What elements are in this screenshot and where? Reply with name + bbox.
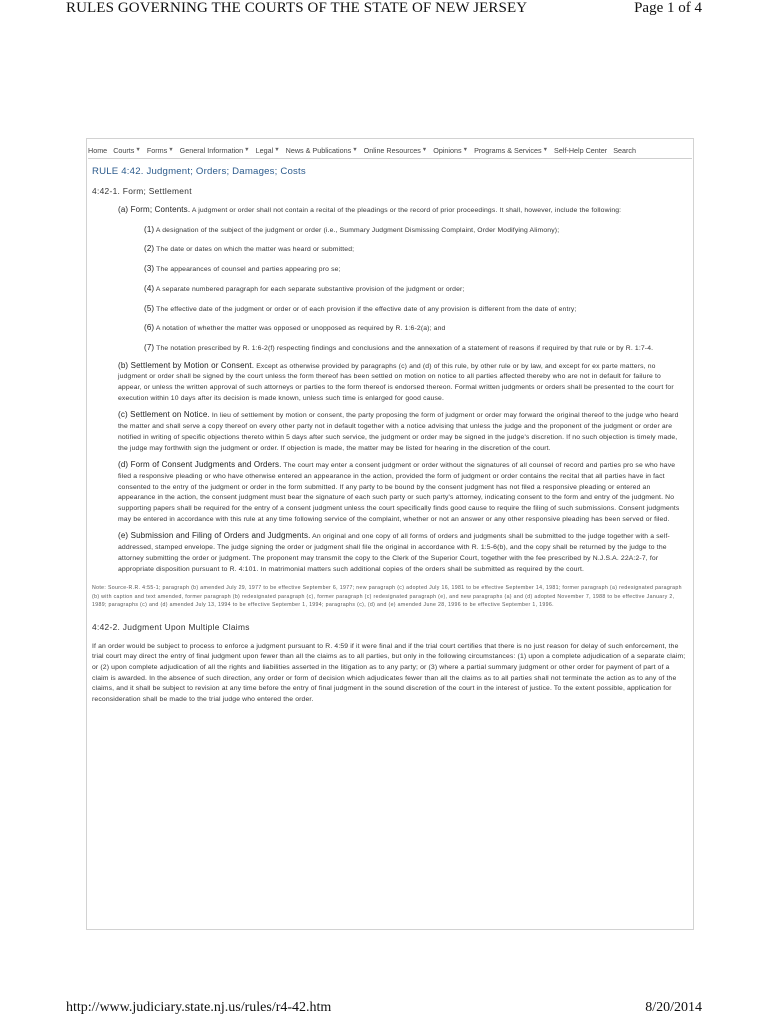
nav-label: Online Resources [363, 145, 421, 155]
page-number: Page 1 of 4 [634, 0, 702, 16]
section-title: 4:42-1. Form; Settlement [92, 186, 192, 196]
nav-label: Programs & Services [474, 145, 542, 155]
nav-label: Home [88, 145, 108, 155]
footer-date: 8/20/2014 [645, 1000, 702, 1015]
list-item-text: The date or dates on which the matter was heard or submitted; [156, 246, 355, 254]
list-item-text: The notation prescribed by R. 1:6-2(f) respecting findings and conclusions and the annexation of a statement of reasons if required by that rule or by R. 1:7-4. [156, 344, 654, 352]
nav-label: Opinions [433, 145, 462, 155]
print-header [0, 0, 768, 20]
paragraph-b-text: Except as otherwise provided by paragraphs (c) and (d) of this rule, by other rule or by law, and except for ex parte matters, no judgment or order shall be signed by the court unless the form thereof has been settled on motion on notice to all parties affected thereby who are not in default for failure to appear, or unless the written approval of such attorneys or parties to the form thereof is endorsed thereon. Formal written judgments or orders shall be presented to the court for execution within 10 days after its decision is made known, unless such time is enlarged for good cause. [118, 362, 674, 402]
nav-label: Forms [146, 145, 168, 155]
list-item-text: A designation of the subject of the judgment or order (i.e., Summary Judgment Dismissing Complaint, Order Modifying Alimony); [155, 226, 560, 234]
list-item-text: The appearances of counsel and parties appearing pro se; [156, 266, 341, 274]
caret-down-icon: ▼ [168, 147, 174, 153]
caret-down-icon: ▼ [135, 147, 141, 153]
paragraph-a-text: A judgment or order shall not contain a recital of the pleadings or the record of prior proceedings. It shall, however, include the following: [191, 207, 622, 214]
paragraph-d [118, 460, 686, 525]
section-title-2: 4:42-2. Judgment Upon Multiple Claims [92, 621, 250, 632]
section-2-text: If an order would be subject to process to enforce a judgment pursuant to R. 4:59 if it were final and if the trial court certifies that there is no just reason for delay of such enforcement, the trial court may direct the entry of final judgment upon fewer than all the claims as to all parties, but only in the following circumstances: (1) upon a complete adjudication of a separate claim; or (2) upon complete adjudication of all the rights and liabilities asserted in the litigation as to any party; or (3) where a partial summary judgment or other order for payment of part of a claim is awarded. In the absence of such direction, any order or form of decision which adjudicates fewer than all the claims as to all parties shall not terminate the action as to any of the claims, and it shall be subject to revision at any time before the entry of final judgment in the sound discretion of the court in the interest of justice. To the extent possible, application for reconsideration shall be made to the trial judge who entered the order. [92, 642, 686, 704]
list-item-text: A separate numbered paragraph for each separate substantive provision of the judgment or order; [155, 285, 465, 293]
paragraph-a [118, 205, 686, 217]
nav-item-forms[interactable] [147, 146, 174, 155]
print-header-title: RULES GOVERNING THE COURTS OF THE STATE OF NEW JERSEY [66, 0, 528, 16]
nav-item-news-publications[interactable] [286, 146, 358, 155]
site-nav-bar [88, 142, 692, 159]
nav-label: News & Publications [285, 145, 352, 155]
paragraph-b-label: (b) Settlement by Motion or Consent. [118, 360, 255, 370]
nav-label: General Information [179, 145, 244, 155]
list-item-number: (2) [144, 244, 155, 254]
nav-item-legal[interactable] [256, 146, 280, 155]
list-item [144, 225, 686, 237]
paragraph-e-label: (e) Submission and Filing of Orders and Judgments. [118, 531, 311, 541]
nav-item-online-resources[interactable] [364, 146, 428, 155]
list-item-number: (6) [144, 323, 155, 333]
paragraph-c-label: (c) Settlement on Notice. [118, 410, 210, 420]
paragraph-c-text: In lieu of settlement by motion or consent, the party proposing the form of judgment or order may forward the original thereof to the judge who heard the matter and shall serve a copy thereof on every other party not in default together with a notice advising that unless the judge and the proponent of the judgment or order are notified in writing of specific objections thereto within 5 days after such service, the judgment or order may be signed in the judge's discretion. If no such objection is timely made, the judge may forthwith sign the judgment or order. If objection is made, the matter may be listed for hearing in the discretion of the court. [118, 412, 679, 452]
paragraph-d-label: (d) Form of Consent Judgments and Orders. [118, 460, 282, 470]
paragraph-e-text: An original and one copy of all forms of orders and judgments shall be submitted to the judge together with a self-addressed, stamped envelope. The judge signing the order or judgment shall file the original in accordance with R. 1:5-6(b), and the copy shall be returned by the judge to the attorney submitting the order or judgment. The proponent may transmit the copy to the Clerk of the Superior Court, together with the fee prescribed by N.J.S.A. 22A:2-7, for appropriate disposition pursuant to R. 4:101. In matrimonial matters such additional copies of the orders shall be submitted as required by the court. [118, 533, 670, 573]
nav-label: Legal [255, 145, 274, 155]
list-item [144, 284, 686, 296]
contents-list [144, 225, 686, 355]
caret-down-icon: ▼ [352, 147, 358, 153]
list-item-number: (3) [144, 264, 155, 274]
caret-down-icon: ▼ [421, 147, 428, 153]
nav-label: Self-Help Center [554, 145, 608, 155]
list-item-number: (4) [144, 283, 155, 293]
list-item-text: A notation of whether the matter was opposed or unopposed as required by R. 1:6-2(a); and [155, 325, 446, 333]
list-item [144, 343, 686, 355]
nav-label: Search [613, 145, 636, 155]
rule-content [92, 160, 686, 706]
paragraph-a-label: (a) Form; Contents. [118, 205, 191, 214]
source-note: Note: Source-R.R. 4:55-1; paragraph (b) amended July 29, 1977 to be effective September 6, 1977; new paragraph (c) adopted July 16, 1981 to be effective September 14, 1981; former paragraph (a) redesignated paragraph (b) with caption and text amended, former paragraph (b) redesignated paragraph (c), former paragraph (c) redesignated paragraph (e), and new paragraphs (a) and (d) adopted November 7, 1988 to be effective January 2, 1989; paragraphs (c) and (d) amended July 13, 1994 to be effective September 1, 1994; paragraphs (c), (d) and (e) amended June 28, 1996 to be effective September 1, 1996. [92, 585, 682, 609]
footer-url[interactable]: http://www.judiciary.state.nj.us/rules/r4-42.htm [66, 1000, 332, 1015]
nav-item-programs-services[interactable] [474, 146, 548, 155]
rule-title: RULE 4:42. Judgment; Orders; Damages; Costs [92, 166, 306, 177]
list-item [144, 304, 686, 316]
paragraph-c [118, 410, 686, 454]
list-item [144, 323, 686, 335]
paragraph-d-text: The court may enter a consent judgment or order without the signatures of all counsel of record and parties pro se who have filed a responsive pleading or who have otherwise entered an appearance in the action, provided the form of judgment or order contains the recital that all parties have in fact consented to the entry of the judgment or order in the form submitted. If any party to be bound by the consent judgment has not filed a responsive pleading or entered an appearance in the action, the consent judgment must bear the signature of each such party or such party's attorney, indicating consent to the form and entry of the judgment. No supporting papers shall be required for the entry of a consent judgment unless the court specifically finds good cause to require the filing of such submissions. Consent judgments may be entered in accordance with this rule at any time following service of the complaint, whether or not an answer or any other responsive pleading has been served or filed. [118, 462, 680, 523]
paragraph-b [118, 361, 686, 405]
list-item-number: (1) [144, 224, 155, 234]
caret-down-icon: ▼ [462, 147, 469, 153]
nav-item-opinions[interactable] [433, 146, 468, 155]
list-item [144, 244, 686, 256]
list-item-text: The effective date of the judgment or order or of each provision if the effective date of any provision is different from the date of entry; [156, 305, 577, 313]
list-item-number: (5) [144, 303, 155, 313]
nav-item-home[interactable] [88, 146, 107, 155]
nav-item-general-information[interactable] [180, 146, 250, 155]
nav-item-self-help-center[interactable] [554, 146, 607, 155]
list-item-number: (7) [144, 342, 155, 352]
list-item [144, 264, 686, 276]
caret-down-icon: ▼ [274, 147, 280, 153]
nav-item-search[interactable] [613, 146, 636, 155]
nav-label: Courts [113, 145, 135, 155]
caret-down-icon: ▼ [542, 147, 549, 153]
nav-item-courts[interactable] [113, 146, 141, 155]
paragraph-e [118, 531, 686, 575]
caret-down-icon: ▼ [244, 147, 250, 153]
